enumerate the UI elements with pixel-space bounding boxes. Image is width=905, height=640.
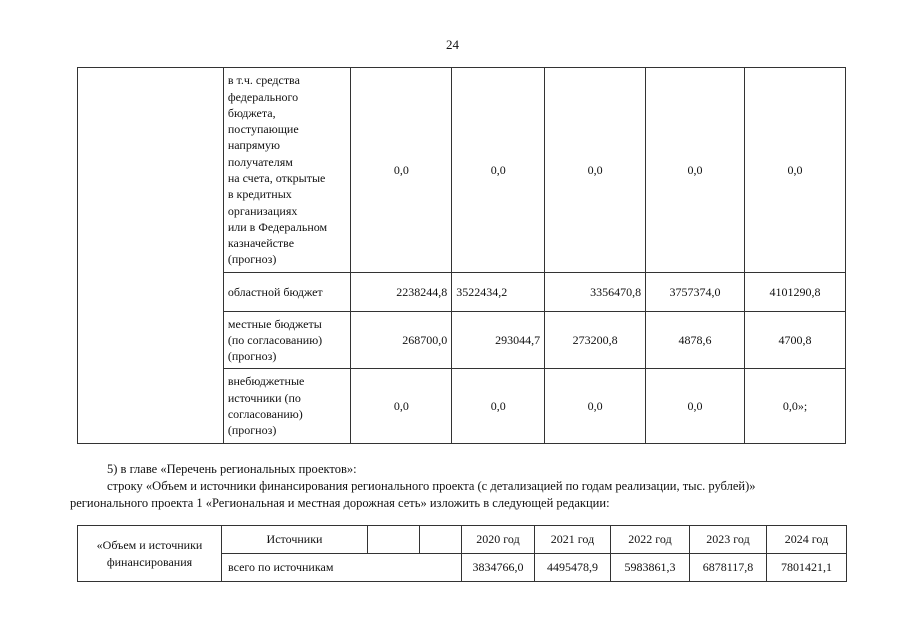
value-cell: 293044,7	[452, 312, 545, 369]
paragraph-chapter: 5) в главе «Перечень региональных проектов»:	[107, 462, 357, 476]
value-cell: 3356470,8	[545, 273, 646, 312]
label-line: (прогноз)	[227, 423, 277, 438]
value-cell: 0,0	[545, 369, 646, 444]
financing-table	[77, 525, 847, 582]
label-line: местные бюджеты	[227, 316, 322, 331]
year-header: 2024 год	[767, 526, 847, 554]
value-cell: 3522434,2	[452, 273, 545, 312]
paragraph-project: регионального проекта 1 «Региональная и местная дорожная сеть» изложить в следующей редакции:	[70, 496, 610, 510]
label-line: внебюджетные	[227, 374, 305, 389]
funding-table-continued	[77, 67, 846, 444]
paragraph-row-intro: строку «Объем и источники финансирования регионального проекта (с детализацией по годам реализации, тыс. рублей)»	[107, 479, 756, 493]
label-line: (по согласованию)	[227, 332, 323, 347]
value-cell: 273200,8	[545, 312, 646, 369]
label-line: согласованию)	[227, 407, 303, 421]
label-line: бюджета,	[227, 105, 276, 120]
empty-cell	[368, 526, 420, 554]
value-cell: 3757374,0	[646, 273, 745, 312]
sources-header: Источники	[222, 526, 368, 554]
value-cell: 4700,8	[745, 312, 846, 369]
label-line: в кредитных	[227, 187, 292, 202]
title-line: финансирования	[106, 554, 193, 569]
table-row	[78, 68, 846, 273]
financing-title-cell	[78, 526, 222, 582]
total-value: 4495478,9	[535, 554, 611, 582]
row-label	[223, 369, 350, 444]
value-cell: 268700,0	[351, 312, 452, 369]
label-line: областной бюджет	[227, 284, 323, 299]
year-header: 2021 год	[535, 526, 611, 554]
label-line: (прогноз)	[227, 349, 277, 364]
label-line: федерального	[227, 89, 299, 104]
total-value: 6878117,8	[690, 554, 767, 582]
label-line: казначействе	[227, 236, 295, 251]
value-cell: 0,0	[351, 369, 452, 444]
value-cell: 0,0	[646, 68, 745, 273]
value-cell: 4101290,8	[745, 273, 846, 312]
label-line: поступающие	[227, 122, 299, 137]
empty-cell	[420, 526, 462, 554]
table-row	[78, 526, 847, 554]
empty-merged-cell	[78, 68, 224, 444]
value-cell: 0,0	[545, 68, 646, 273]
title-line: «Объем и источники	[96, 537, 203, 552]
label-line: в т.ч. средства	[227, 73, 300, 88]
value-cell: 4878,6	[646, 312, 745, 369]
total-value: 7801421,1	[767, 554, 847, 582]
value-cell: 0,0	[646, 369, 745, 444]
label-line: (прогноз)	[227, 252, 277, 267]
value-cell: 0,0	[452, 369, 545, 444]
total-value: 3834766,0	[462, 554, 535, 582]
row-label	[223, 273, 350, 312]
value-cell: 0,0»;	[745, 369, 846, 444]
value-cell: 2238244,8	[351, 273, 452, 312]
label-line: или в Федеральном	[227, 219, 328, 234]
label-line: организациях	[227, 203, 298, 218]
year-header: 2023 год	[690, 526, 767, 554]
total-label: всего по источникам	[222, 554, 462, 582]
value-cell: 0,0	[745, 68, 846, 273]
value-cell: 0,0	[351, 68, 452, 273]
value-cell: 0,0	[452, 68, 545, 273]
row-label	[223, 312, 350, 369]
year-header: 2020 год	[462, 526, 535, 554]
label-line: источники (по	[227, 390, 301, 405]
total-value: 5983861,3	[611, 554, 690, 582]
label-line: получателям	[227, 154, 293, 169]
row-label	[223, 68, 350, 273]
page-number: 24	[446, 37, 459, 52]
year-header: 2022 год	[611, 526, 690, 554]
label-line: на счета, открытые	[227, 171, 326, 185]
label-line: напрямую	[227, 138, 280, 153]
